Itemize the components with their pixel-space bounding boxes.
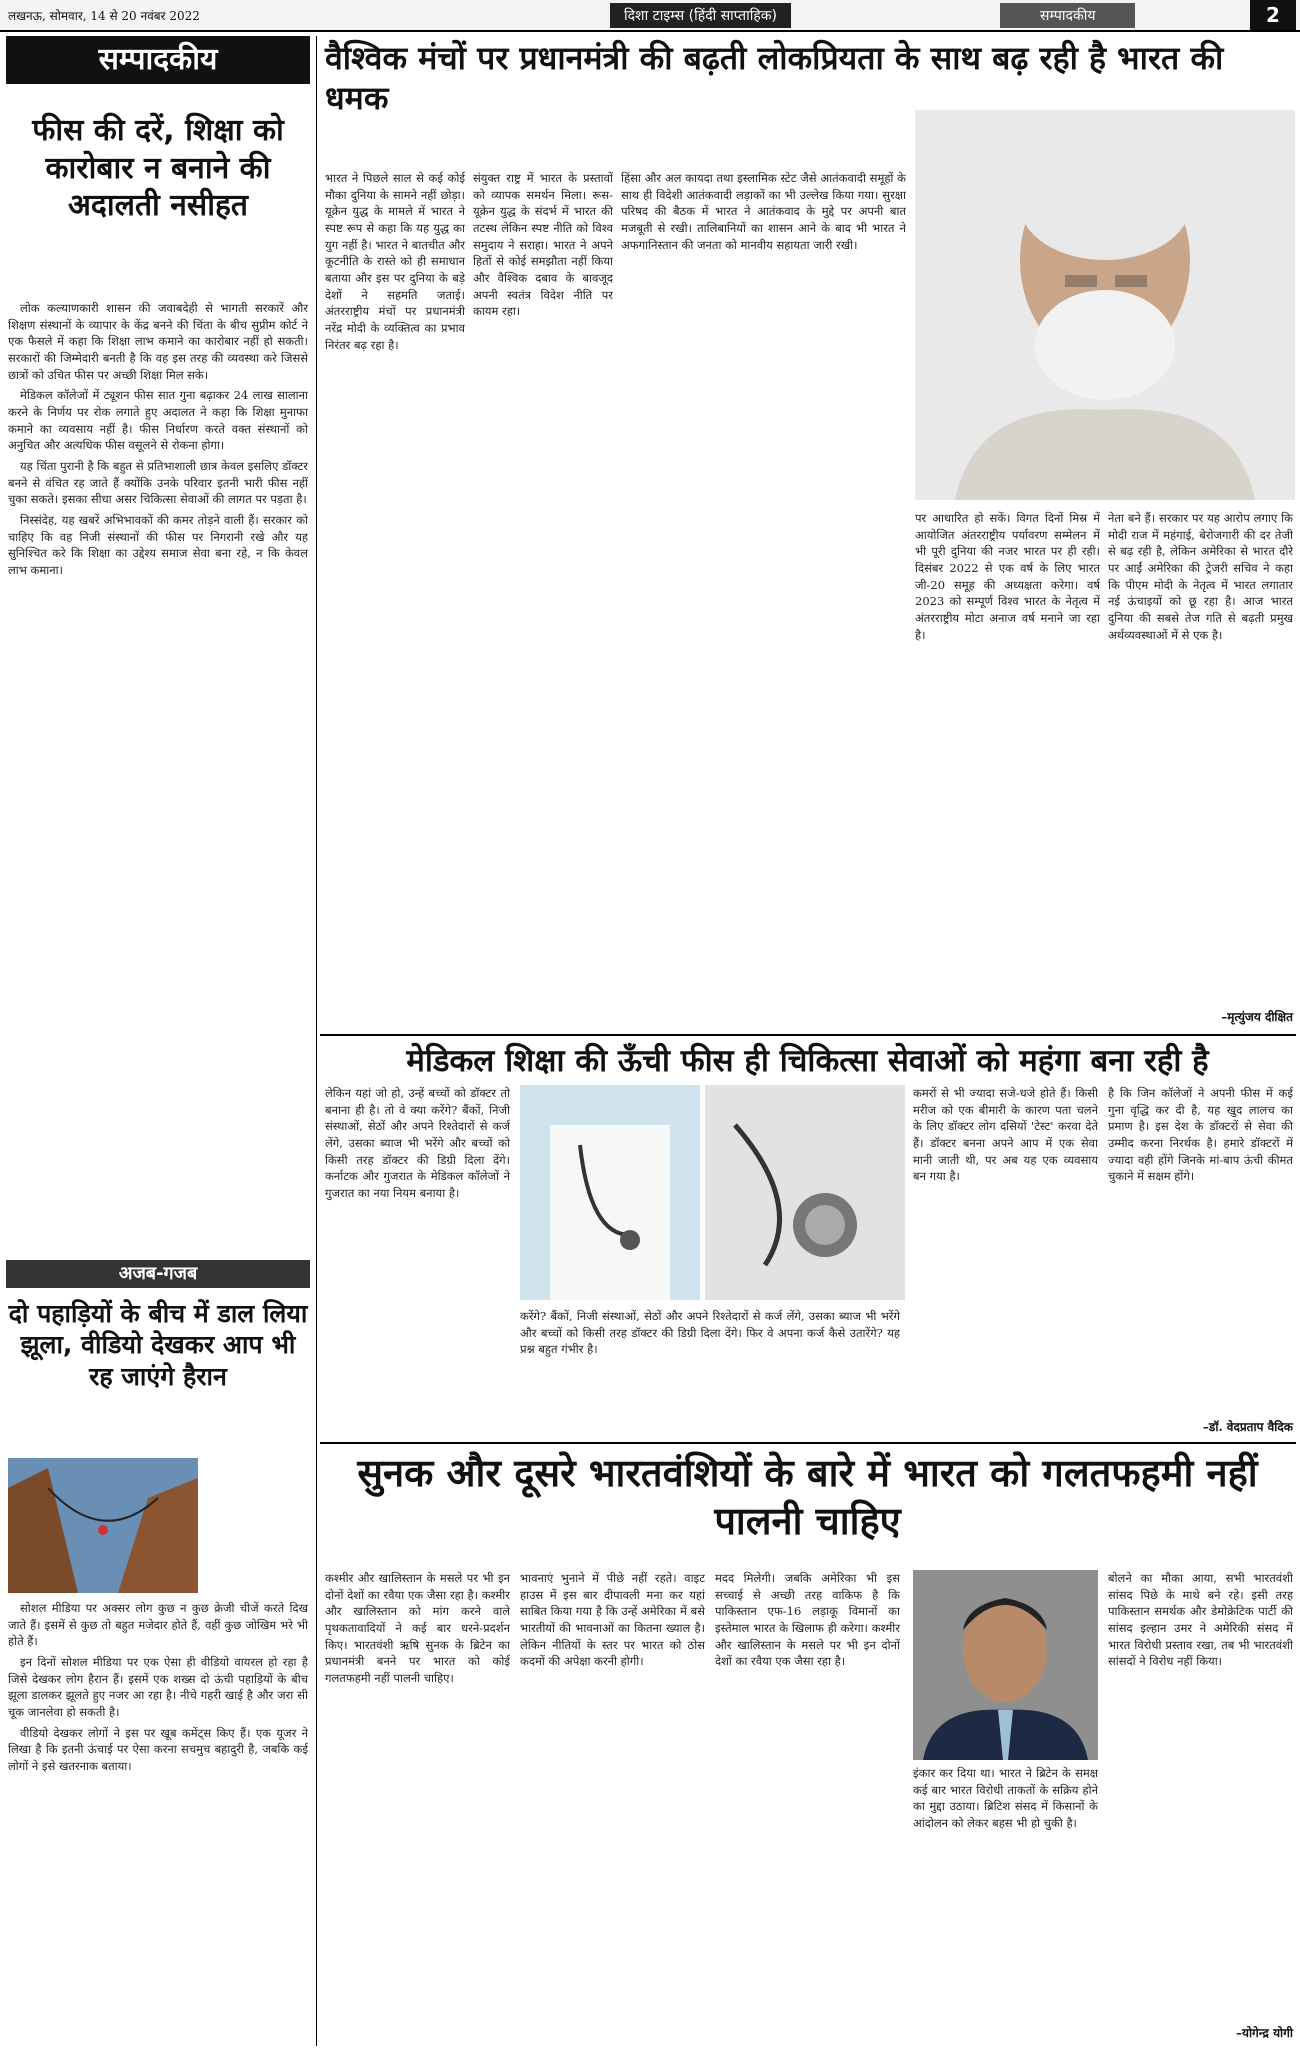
ajab-body: [8, 1600, 308, 2040]
editorial-headline: फीस की दरें, शिक्षा को कारोबार न बनाने की अदालती नसीहत: [32, 113, 284, 223]
story-divider: [320, 1442, 1296, 1444]
ajab-para: इन दिनों सोशल मीडिया पर एक ऐसा ही वीडियो वायरल हो रहा है जिसे देखकर लोग हैरान हैं। इसमें एक शख्स दो ऊंची पहाड़ियों के बीच झूला डालकर झूलते हुए नजर आ रहा है। नीचे गहरी खाई है और जरा सी चूक जानलेवा हो सकती है।: [8, 1655, 308, 1720]
sunak-headline: सुनक और दूसरे भारतवंशियों के बारे में भारत को गलतफहमी नहीं पालनी चाहिए: [357, 1451, 1258, 1543]
story-divider: [320, 1034, 1296, 1036]
editorial-para: मेडिकल कॉलेजों में ट्यूशन फीस सात गुना बढ़ाकर 24 लाख सालाना करने के निर्णय पर रोक लगाते हुए अदालत ने कहा कि शिक्षा मुनाफा कमाने का व्यवसाय नहीं है। फीस निर्धारण करते वक्त संस्थानों को अनुचित और अत्यधिक फीस वसूलने से रोकना होगा।: [8, 388, 308, 453]
sunak-byline: –योगेन्द्र योगी: [1235, 2026, 1293, 2040]
lead-column-1: भारत ने पिछले साल से कई कोई मौका दुनिया के सामने नहीं छोड़ा। यूक्रेन युद्ध के मामले में भारत ने स्पष्ट रूप से कहा कि यह युद्ध का युग नहीं है। भारत ने बातचीत और कूटनीति के रास्ते को ही समाधान बताया और इस पर दुनिया के बड़े देशों ने सहमति जताई। अंतरराष्ट्रीय मंचों पर प्रधानमंत्री नरेंद्र मोदी के व्यक्तित्व का प्रभाव निरंतर बढ़ रहा है।: [325, 171, 465, 352]
lead-byline: –मृत्युंजय दीक्षित: [1221, 1010, 1293, 1024]
masthead-bar: [0, 0, 1300, 32]
medical-byline: –डॉ. वेदप्रताप वैदिक: [1202, 1420, 1293, 1434]
editorial-para: निस्संदेह, यह खबरें अभिभावकों की कमर तोड़ने वाली हैं। सरकार को चाहिए कि वह निजी संस्थानों की फीस पर निगरानी रखे और यह सुनिश्चित करे कि शिक्षा का उद्देश्य समाज सेवा बना रहे, न कि केवल लाभ कमाना।: [8, 513, 308, 578]
paper-name: दिशा टाइम्स (हिंदी साप्ताहिक): [610, 3, 791, 28]
lead-column-5: नेता बने हैं। सरकार पर यह आरोप लगाए कि मोदी राज में महंगाई, बेरोजगारी की दर तेजी से बढ़ रही है, लेकिन अमेरिका से भारत दौरे पर आईं अमेरिका की ट्रेजरी सचिव ने कहा कि पीएम मोदी के नेतृत्व में भारत लगातार नई ऊंचाइयों को छू रहा है। आज भारत दुनिया की सबसे तेज गति से बढ़ती प्रमुख अर्थव्यवस्थाओं में से एक है।: [1108, 511, 1293, 642]
ajab-para: वीडियो देखकर लोगों ने इस पर खूब कमेंट्स किए हैं। एक यूजर ने लिखा है कि इतनी ऊंचाई पर ऐसा करना सचमुच बहादुरी है, जबकि कई लोगों ने इसे खतरनाक बताया।: [8, 1725, 308, 1774]
doctor-photo: [520, 1085, 700, 1300]
section-label: सम्पादकीय: [1000, 3, 1135, 28]
sunak-column-1: कश्मीर और खालिस्तान के मसले पर भी इन दोनों देशों का रवैया एक जैसा रहा है। कश्मीर और खालिस्तान को मांग करने वाले पृथकतावादियों ने कई बार धरने-प्रदर्शन किए। भारतवंशी ऋषि सुनक के ब्रिटेन का प्रधानमंत्री बनने पर भारत को कोई गलतफहमी नहीं पालनी चाहिए।: [325, 1571, 510, 1686]
sunak-column-4: इंकार कर दिया था। भारत ने ब्रिटेन के समक्ष कई बार भारत विरोधी ताकतों के सक्रिय होने का मुद्दा उठाया। ब्रिटिश संसद में किसानों के आंदोलन को लेकर बहस भी हो चुकी है।: [913, 1766, 1098, 1831]
editorial-para: लोक कल्याणकारी शासन की जवाबदेही से भागती सरकारें और शिक्षण संस्थानों के व्यापार के केंद्र बनने की चिंता के बीच सुप्रीम कोर्ट ने एक फैसले में कहा कि शिक्षा लाभ कमाने का कारोबार नहीं हो सकती। सरकारों की जिम्मेदारी बनती है कि वह इस तरह की व्यवस्था करे जिससे छात्रों को उचित फीस पर अच्छी शिक्षा मिल सके।: [8, 301, 308, 382]
medical-column-1: लेकिन यहां जो हो, उन्हें बच्चों को डॉक्टर तो बनाना ही है। तो वे क्या करेंगे? बैंकों, निजी संस्थाओं, सेठों और अपने रिश्तेदारों से कर्ज लेंगे, उसका ब्याज भी भरेंगे और बच्चों को किसी तरह डॉक्टर की डिग्री दिला देंगे। कर्नाटक और गुजरात के मेडिकल कॉलेजों ने गुजरात का नया नियम बनाया है।: [325, 1086, 510, 1201]
mountain-swing-photo: [8, 1458, 198, 1593]
ajab-para: सोशल मीडिया पर अक्सर लोग कुछ न कुछ क्रेजी चीजें करते दिख जाते हैं। इसमें से कुछ तो बहुत मजेदार होते हैं, वहीं कुछ जोखिम भरे भी होते हैं।: [8, 1601, 308, 1649]
lead-column-2: संयुक्त राष्ट्र में भारत के प्रस्तावों को व्यापक समर्थन मिला। रूस-यूक्रेन युद्ध के संदर्भ में भारत की तटस्थ लेकिन स्पष्ट नीति को विश्व समुदाय ने सराहा। भारत ने अपने हितों से कोई समझौता नहीं किया और वैश्विक दबाव के बावजूद अपनी स्वतंत्र विदेश नीति पर कायम रहा।: [473, 171, 613, 319]
editorial-section-label: सम्पादकीय: [6, 36, 310, 84]
ajab-section-label: अजब-गजब: [6, 1260, 310, 1288]
sunak-photo: [913, 1570, 1098, 1760]
editorial-body: [8, 300, 308, 1235]
column-divider: [316, 36, 317, 2046]
medical-column-4: है कि जिन कॉलेजों ने अपनी फीस में कई गुना वृद्धि कर दी है, यह खुद लालच का प्रमाण है। इस देश के डॉक्टरों से सेवा की उम्मीद करना निरर्थक है। हमारे डॉक्टरों में ज्यादा वही होंगे जिनके मां-बाप ऊंची कीमत चुकाने में सक्षम होंगे।: [1108, 1086, 1293, 1184]
medical-headline: मेडिकल शिक्षा की ऊँची फीस ही चिकित्सा सेवाओं को महंगा बना रही है: [406, 1043, 1209, 1079]
ajab-headline: दो पहाड़ियों के बीच में डाल लिया झूला, वीडियो देखकर आप भी रह जाएंगे हैरान: [8, 1299, 308, 1391]
sunak-column-2: भावनाएं भुनाने में पीछे नहीं रहते। वाइट हाउस में इस बार दीपावली मना कर यहां साबित किया गया है कि उन्हें अमेरिका में बसे भारतीयों की भावनाओं का कितना ख्याल है। लेकिन नीतियों के स्तर पर भारत को ठोस कदमों की अपेक्षा करनी होगी।: [520, 1571, 705, 1669]
stethoscope-photo: [705, 1085, 905, 1300]
modi-photo: [915, 110, 1295, 500]
sunak-column-5: बोलने का मौका आया, सभी भारतवंशी सांसद पिछे के माथे बने रहे। इसी तरह पाकिस्तान समर्थक और डेमोक्रेटिक पार्टी की सांसद इल्हान उमर ने अमेरिकी संसद में भारत विरोधी प्रस्ताव रखा, तब भी भारतवंशी सांसदों ने विरोध नहीं किया।: [1108, 1571, 1293, 1669]
page-number: 2: [1250, 0, 1296, 30]
lead-column-4: पर आधारित हो सकें। विगत दिनों मिस्र में आयोजित अंतरराष्ट्रीय पर्यावरण सम्मेलन में भी पूरी दुनिया की नजर भारत पर ही रही। दिसंबर 2022 से एक वर्ष के लिए भारत जी-20 समूह की अध्यक्षता करेगा। वर्ष 2023 को सम्पूर्ण विश्व भारत के नेतृत्व में अंतरराष्ट्रीय मोटा अनाज वर्ष मनाने जा रहा है।: [915, 511, 1100, 642]
lead-headline: वैश्विक मंचों पर प्रधानमंत्री की बढ़ती लोकप्रियता के साथ बढ़ रही है भारत की धमक: [325, 39, 1224, 117]
lead-column-3: हिंसा और अल कायदा तथा इस्लामिक स्टेट जैसे आतंकवादी समूहों के साथ ही विदेशी आतंकवादी लड़ाकों का भी उल्लेख किया गया। सुरक्षा परिषद की बैठक में भारत ने आतंकवाद के मुद्दे पर अपनी बात मजबूती से रखी। तालिबानियों का शासन आने के बाद भी भारत ने अफगानिस्तान की जनता को मानवीय सहायता जारी रखी।: [621, 171, 906, 252]
editorial-para: यह चिंता पुरानी है कि बहुत से प्रतिभाशाली छात्र केवल इसलिए डॉक्टर बनने से वंचित रह जाते हैं क्योंकि उनके परिवार इतनी भारी फीस नहीं चुका सकते। इसका सीधा असर चिकित्सा सेवाओं की लागत पर पड़ता है।: [8, 459, 308, 507]
dateline: लखनऊ, सोमवार, 14 से 20 नवंबर 2022: [8, 9, 200, 23]
medical-column-3: कमरों से भी ज्यादा सजे-धजे होते हैं। किसी मरीज को एक बीमारी के कारण पता चलने के लिए डॉक्टर लोग दसियों 'टेस्ट' करवा देते हैं। डॉक्टर बनना अपने आप में एक सेवा मानी जाती थी, पर अब यह एक व्यवसाय बन गया है।: [913, 1086, 1098, 1184]
sunak-column-3: मदद मिलेगी। जबकि अमेरिका भी इस सच्चाई से अच्छी तरह वाकिफ है कि पाकिस्तान एफ-16 लड़ाकू विमानों का इस्तेमाल भारत के खिलाफ ही करेगा। कश्मीर और खालिस्तान के मसले पर भी इन दोनों देशों का रवैया एक जैसा रहा है।: [715, 1571, 900, 1669]
medical-column-2: करेंगे? बैंकों, निजी संस्थाओं, सेठों और अपने रिश्तेदारों से कर्ज लेंगे, उसका ब्याज भी भरेंगे और बच्चों को किसी तरह डॉक्टर की डिग्री दिला देंगे। फिर वे अपना कर्ज कैसे उतारेंगे? यह प्रश्न बहुत गंभीर है।: [520, 1309, 900, 1357]
